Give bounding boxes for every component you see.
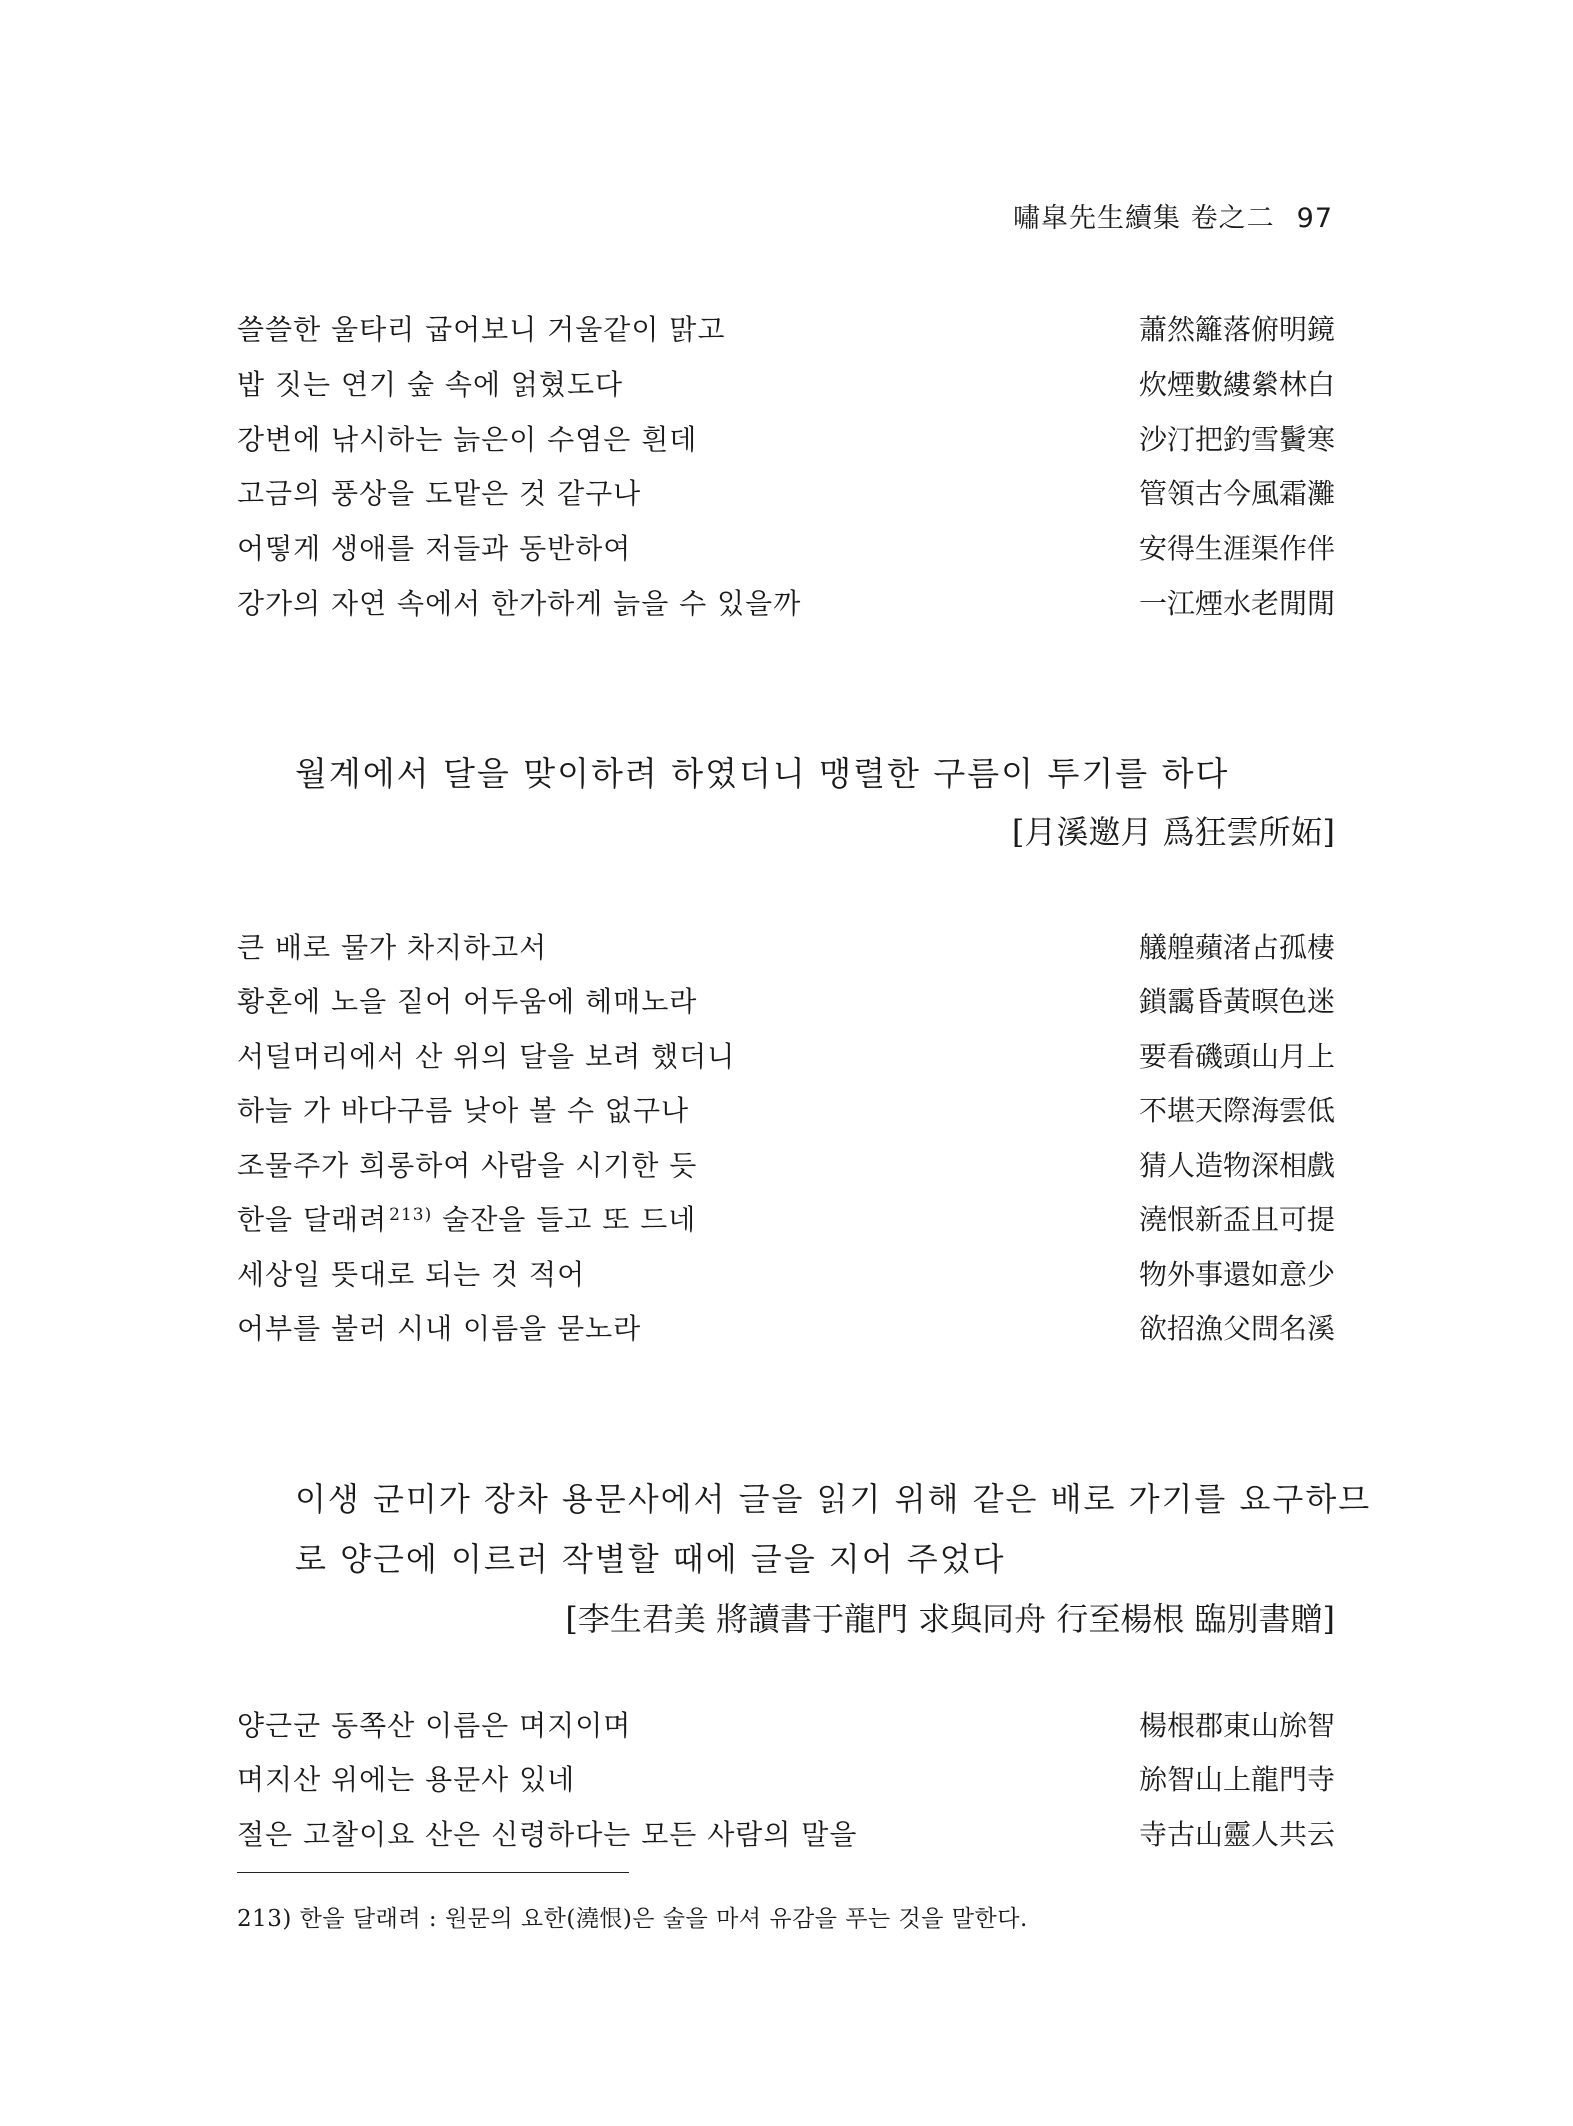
chinese-line: 艤艎蘋渚占孤棲 — [1138, 931, 1335, 964]
korean-line: 절은 고찰이요 산은 신령하다는 모든 사람의 말을 — [237, 1818, 858, 1851]
chinese-line: 安得生涯渠作伴 — [1138, 532, 1335, 565]
page-number: 97 — [1296, 203, 1333, 234]
korean-line: 황혼에 노을 짙어 어두움에 헤매노라 — [237, 985, 698, 1018]
chinese-line: 炊煙數縷縈林白 — [1138, 368, 1335, 401]
chinese-line: 沙汀把釣雪鬢寒 — [1138, 423, 1335, 456]
korean-text: 술잔을 들고 또 드네 — [432, 1203, 697, 1236]
chinese-line: 楊根郡東山旀智 — [1138, 1709, 1335, 1742]
poem-line — [237, 925, 1335, 967]
korean-line: 며지산 위에는 용문사 있네 — [237, 1763, 576, 1796]
poem-line — [237, 307, 1335, 349]
chinese-line: 管領古今風霜灘 — [1138, 477, 1335, 510]
title-korean-line-1: 이생 군미가 장차 용문사에서 글을 읽기 위해 같은 배로 가기를 요구하므 — [295, 1480, 1372, 1518]
korean-line: 세상일 뜻대로 되는 것 적어 — [237, 1258, 586, 1291]
running-header — [1013, 196, 1333, 235]
korean-text: 한을 달래려 — [237, 1203, 388, 1236]
korean-line: 밥 짓는 연기 숲 속에 얽혔도다 — [237, 368, 624, 401]
korean-line: 쓸쓸한 울타리 굽어보니 거울같이 맑고 — [237, 313, 726, 346]
poem-title — [237, 1474, 1372, 1640]
poem-line — [237, 1197, 1335, 1239]
chinese-line: 寺古山靈人共云 — [1138, 1818, 1335, 1851]
title-chinese: [李生君美 將讀書于龍門 求與同舟 行至楊根 臨別書贈] — [565, 1600, 1335, 1638]
chinese-line: 欲招漁父問名溪 — [1138, 1312, 1335, 1345]
korean-line: 큰 배로 물가 차지하고서 — [237, 931, 548, 964]
footnote-text: 213) 한을 달래려 : 원문의 요한(澆恨)은 술을 마셔 유감을 푸는 것을 말한다. — [237, 1906, 1028, 1932]
chinese-line: 要看磯頭山月上 — [1138, 1040, 1335, 1073]
korean-line: 서덜머리에서 산 위의 달을 보려 했더니 — [237, 1040, 736, 1073]
poem-line — [237, 1306, 1335, 1348]
footnote-divider — [237, 1872, 629, 1873]
title-chinese: [月溪邀月 爲狂雲所妬] — [1011, 813, 1335, 851]
poem-line — [237, 1252, 1335, 1294]
poem-line — [237, 362, 1335, 404]
chinese-line: 不堪天際海雲低 — [1138, 1094, 1335, 1127]
poem-title — [237, 748, 1335, 853]
chinese-line: 澆恨新盃且可提 — [1138, 1203, 1335, 1236]
header-title: 嘯皐先生續集 卷之二 — [1013, 203, 1275, 234]
poem-line — [237, 1034, 1335, 1076]
poem-line — [237, 581, 1335, 623]
title-korean: 월계에서 달을 맞이하려 하였더니 맹렬한 구름이 투기를 하다 — [295, 754, 1230, 793]
poem-line — [237, 979, 1335, 1021]
poem-line — [237, 1812, 1335, 1854]
chinese-line: 猜人造物深相戲 — [1138, 1149, 1335, 1182]
korean-line-with-footnote — [237, 1198, 696, 1238]
korean-line: 강변에 낚시하는 늙은이 수염은 흰데 — [237, 423, 698, 456]
poem-line — [237, 526, 1335, 568]
korean-line: 강가의 자연 속에서 한가하게 늙을 수 있을까 — [237, 587, 802, 620]
chinese-line: 物外事還如意少 — [1138, 1258, 1335, 1291]
korean-line: 조물주가 희롱하여 사람을 시기한 듯 — [237, 1149, 698, 1182]
chinese-line: 鎖靄昏黃暝色迷 — [1138, 985, 1335, 1018]
korean-line: 어떻게 생애를 저들과 동반하여 — [237, 532, 632, 565]
chinese-line: 蕭然籬落俯明鏡 — [1138, 313, 1335, 346]
poem-line — [237, 1143, 1335, 1185]
korean-line: 양근군 동쪽산 이름은 며지이며 — [237, 1709, 632, 1742]
chinese-line: 旀智山上龍門寺 — [1138, 1763, 1335, 1796]
poem-line — [237, 1703, 1335, 1745]
korean-line: 하늘 가 바다구름 낮아 볼 수 없구나 — [237, 1094, 690, 1127]
chinese-line: 一江煙水老閒閒 — [1138, 587, 1335, 620]
poem-line — [237, 1088, 1335, 1130]
poem-line — [237, 1757, 1335, 1799]
korean-line: 어부를 불러 시내 이름을 묻노라 — [237, 1312, 642, 1345]
title-korean-line-2: 로 양근에 이르러 작별할 때에 글을 지어 주었다 — [295, 1540, 1006, 1578]
poem-line — [237, 417, 1335, 459]
korean-line: 고금의 풍상을 도맡은 것 같구나 — [237, 477, 642, 510]
footnote-marker[interactable]: 213) — [389, 1205, 433, 1225]
poem-line — [237, 471, 1335, 513]
